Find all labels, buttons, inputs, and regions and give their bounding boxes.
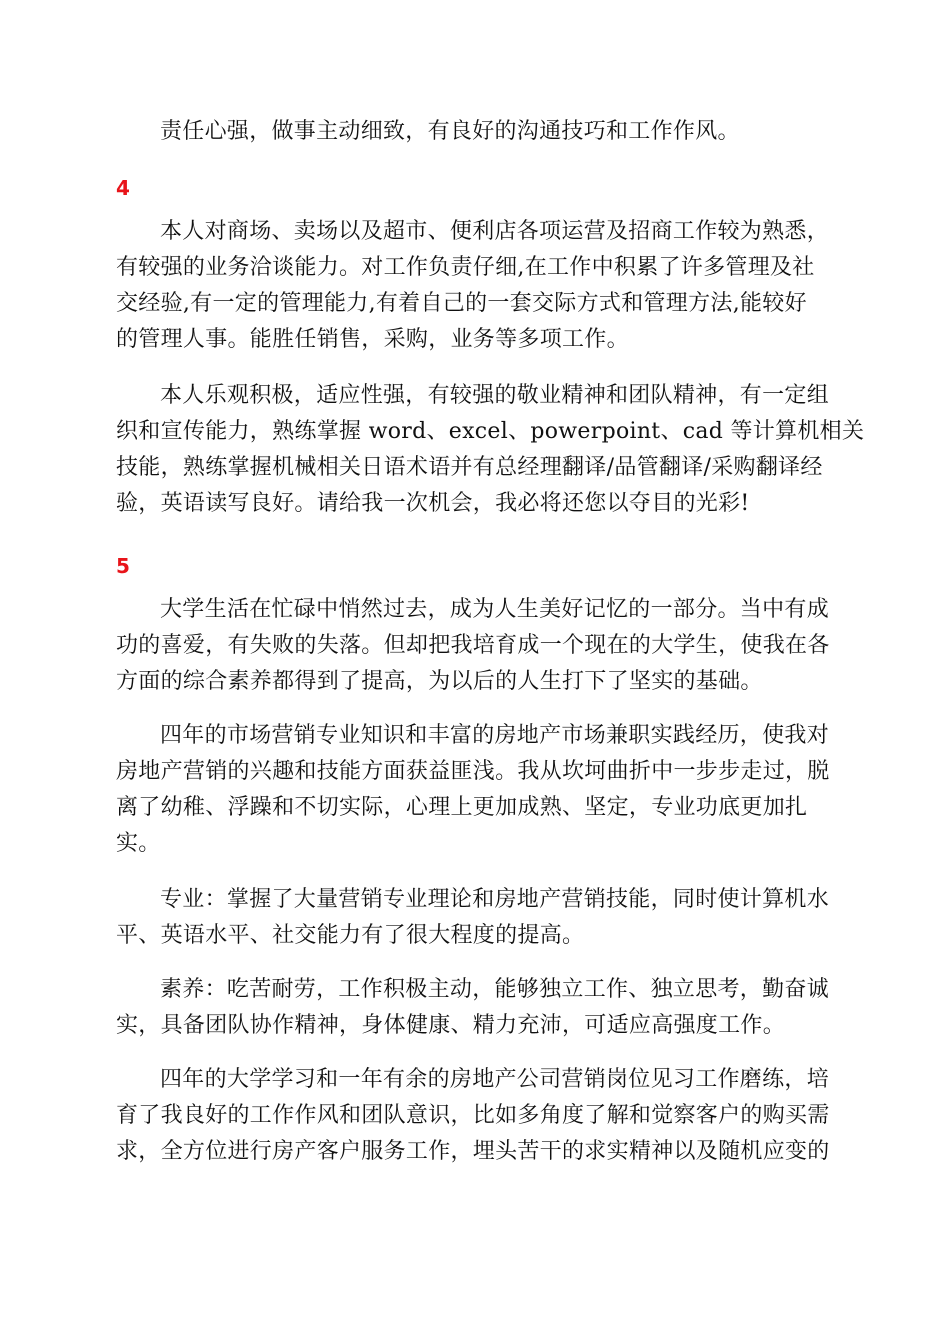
text-line: 专业：掌握了大量营销专业理论和房地产营销技能，同时使计算机水 [160, 887, 830, 912]
text-line: 求，全方位进行房产客户服务工作，埋头苦干的求实精神以及随机应变的 [116, 1139, 830, 1164]
text-line: 织和宣传能力，熟练掌握 word、excel、powerpoint、cad 等计算机相关 [116, 419, 865, 444]
paragraph [116, 114, 840, 150]
paragraph [116, 1062, 840, 1170]
text-line: 技能，熟练掌握机械相关日语术语并有总经理翻译/品管翻译/采购翻译经 [116, 455, 823, 480]
text-line: 平、英语水平、社交能力有了很大程度的提高。 [116, 923, 585, 948]
section-4-paragraph-2 [116, 378, 865, 522]
text-line: 的管理人事。能胜任销售，采购，业务等多项工作。 [116, 327, 629, 352]
text-line: 验，英语读写良好。请给我一次机会，我必将还您以夺目的光彩! [116, 491, 750, 516]
text-line: 本人对商场、卖场以及超市、便利店各项运营及招商工作较为熟悉， [160, 219, 830, 244]
paragraph [116, 882, 840, 954]
section-4-paragraph-1 [116, 214, 840, 358]
paragraph [116, 378, 865, 522]
text-line: 大学生活在忙碌中悄然过去，成为人生美好记忆的一部分。当中有成 [160, 597, 830, 622]
section-5-paragraph-5 [116, 1062, 840, 1170]
paragraph [116, 592, 840, 700]
text-line: 责任心强，做事主动细致，有良好的沟通技巧和工作作风。 [160, 119, 740, 144]
text-line: 功的喜爱，有失败的失落。但却把我培育成一个现在的大学生，使我在各 [116, 633, 830, 658]
paragraph [116, 214, 840, 358]
section-4 [116, 176, 840, 200]
section-5-paragraph-1 [116, 592, 840, 700]
text-line: 方面的综合素养都得到了提高，为以后的人生打下了坚实的基础。 [116, 669, 763, 694]
text-line: 离了幼稚、浮躁和不切实际，心理上更加成熟、坚定，专业功底更加扎 [116, 795, 808, 820]
section-5-paragraph-4 [116, 972, 840, 1044]
section-5 [116, 554, 840, 578]
text-line: 本人乐观积极，适应性强，有较强的敬业精神和团队精神，有一定组 [160, 383, 830, 408]
paragraph [116, 718, 840, 862]
section-heading: 4 [116, 176, 130, 200]
text-line: 育了我良好的工作作风和团队意识，比如多角度了解和觉察客户的购买需 [116, 1103, 830, 1128]
section-heading: 5 [116, 554, 130, 578]
text-line: 有较强的业务洽谈能力。对工作负责仔细,在工作中积累了许多管理及社 [116, 255, 815, 280]
section-5-paragraph-3 [116, 882, 840, 954]
text-line: 四年的大学学习和一年有余的房地产公司营销岗位见习工作磨练，培 [160, 1067, 830, 1092]
section-intro [116, 114, 840, 150]
paragraph [116, 972, 840, 1044]
text-line: 实。 [116, 831, 161, 856]
text-line: 房地产营销的兴趣和技能方面获益匪浅。我从坎坷曲折中一步步走过，脱 [116, 759, 830, 784]
section-5-paragraph-2 [116, 718, 840, 862]
text-line: 交经验,有一定的管理能力,有着自己的一套交际方式和管理方法,能较好 [116, 291, 807, 316]
text-line: 四年的市场营销专业知识和丰富的房地产市场兼职实践经历，使我对 [160, 723, 830, 748]
text-line: 实，具备团队协作精神，身体健康、精力充沛，可适应高强度工作。 [116, 1013, 786, 1038]
text-line: 素养：吃苦耐劳，工作积极主动，能够独立工作、独立思考，勤奋诚 [160, 977, 830, 1002]
